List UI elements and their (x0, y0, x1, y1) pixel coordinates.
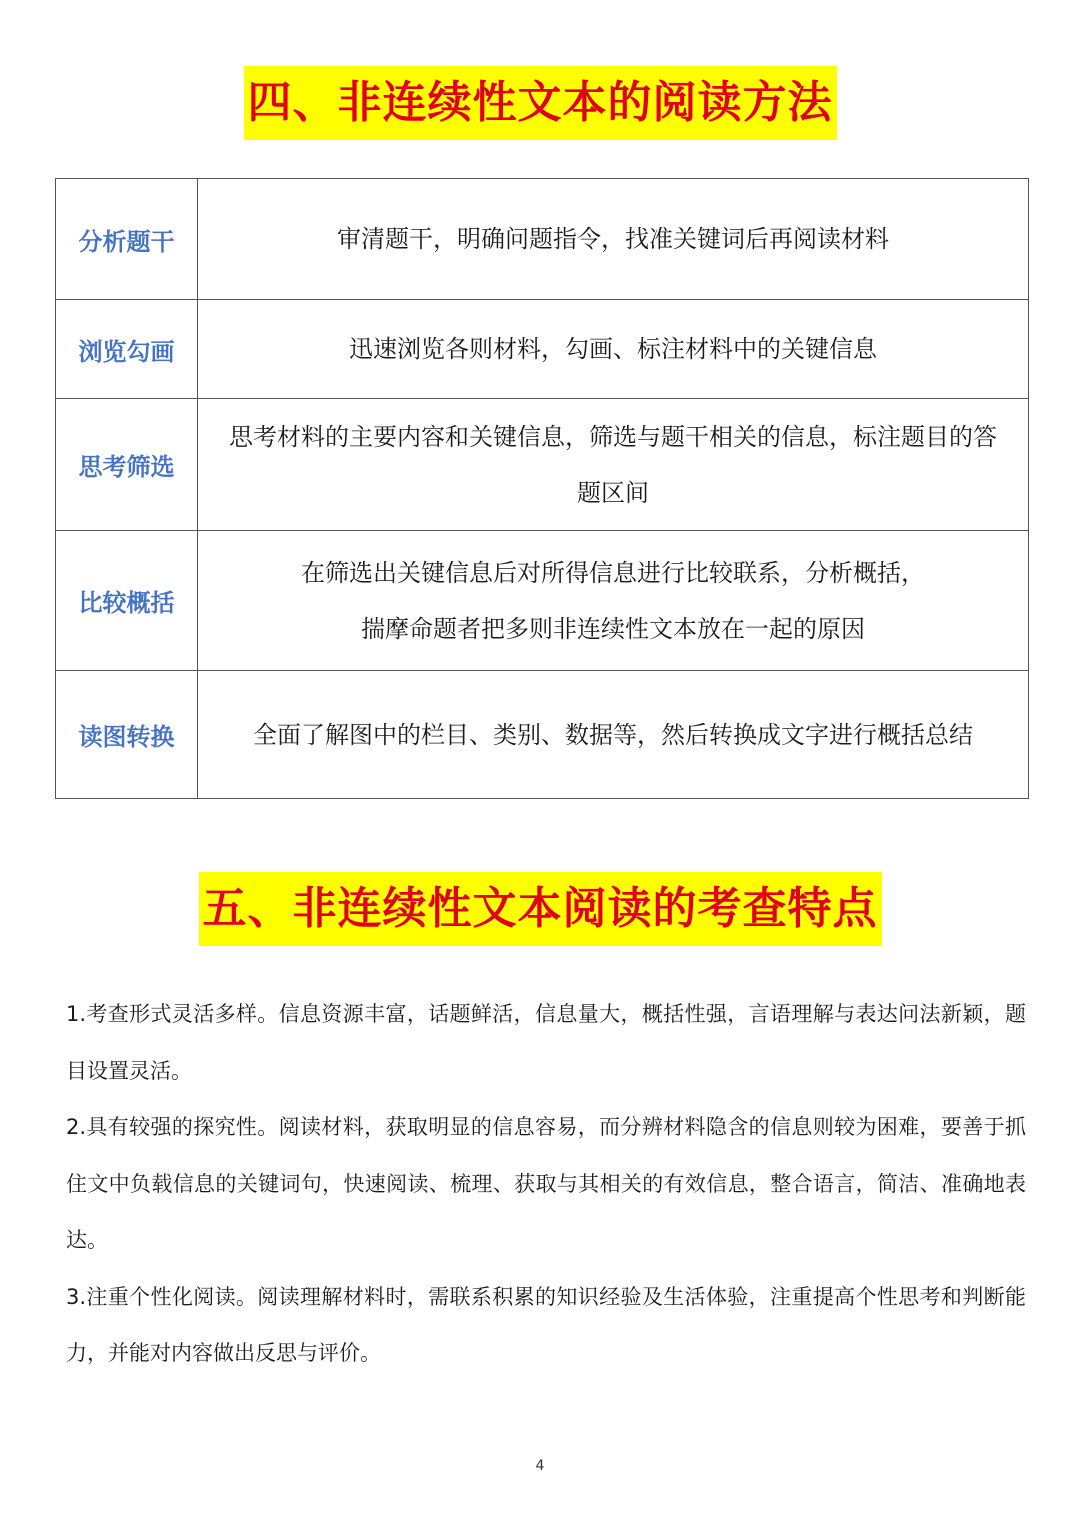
list-item: 2.具有较强的探究性。阅读材料，获取明显的信息容易，而分辨材料隐含的信息则较为困难，要善于抓住文中负载信息的关键词句，快速阅读、梳理、获取与其相关的有效信息，整合语言，简洁、准确地表达。 (66, 1115, 1026, 1252)
description-line: 迅速浏览各则材料，勾画、标注材料中的关键信息 (349, 335, 877, 363)
method-description (198, 671, 1029, 799)
section-5-heading (0, 872, 1080, 946)
description-line: 揣摩命题者把多则非连续性文本放在一起的原因 (361, 614, 865, 643)
method-description (198, 300, 1029, 399)
description-line: 全面了解图中的栏目、类别、数据等，然后转换成文字进行概括总结 (253, 720, 973, 749)
table-row (56, 179, 1029, 300)
characteristics-list (66, 986, 1026, 1382)
method-label: 分析题干 (56, 179, 198, 300)
method-label: 比较概括 (56, 531, 198, 671)
method-label: 读图转换 (56, 671, 198, 799)
description-line: 思考材料的主要内容和关键信息，筛选与题干相关的信息，标注题目的答 (229, 422, 997, 451)
section-5-title: 五、非连续性文本阅读的考查特点 (199, 872, 882, 946)
description-line: 审清题干，明确问题指令，找准关键词后再阅读材料 (337, 225, 889, 253)
table-row (56, 531, 1029, 671)
method-label: 浏览勾画 (56, 300, 198, 399)
section-4-heading (0, 66, 1080, 140)
reading-methods-table (55, 178, 1029, 799)
table-row (56, 300, 1029, 399)
description-line: 题区间 (577, 478, 649, 507)
table-row (56, 671, 1029, 799)
method-description (198, 179, 1029, 300)
list-item: 3.注重个性化阅读。阅读理解材料时，需联系积累的知识经验及生活体验，注重提高个性思考和判断能力，并能对内容做出反思与评价。 (66, 1284, 1026, 1365)
table-row (56, 399, 1029, 531)
method-description (198, 531, 1029, 671)
section-4-title: 四、非连续性文本的阅读方法 (244, 66, 837, 140)
list-item: 1.考查形式灵活多样。信息资源丰富，话题鲜活，信息量大，概括性强，言语理解与表达问法新颖，题目设置灵活。 (66, 1002, 1026, 1083)
method-label: 思考筛选 (56, 399, 198, 531)
page-number: 4 (535, 1458, 545, 1474)
method-description (198, 399, 1029, 531)
description-line: 在筛选出关键信息后对所得信息进行比较联系，分析概括， (301, 558, 925, 587)
